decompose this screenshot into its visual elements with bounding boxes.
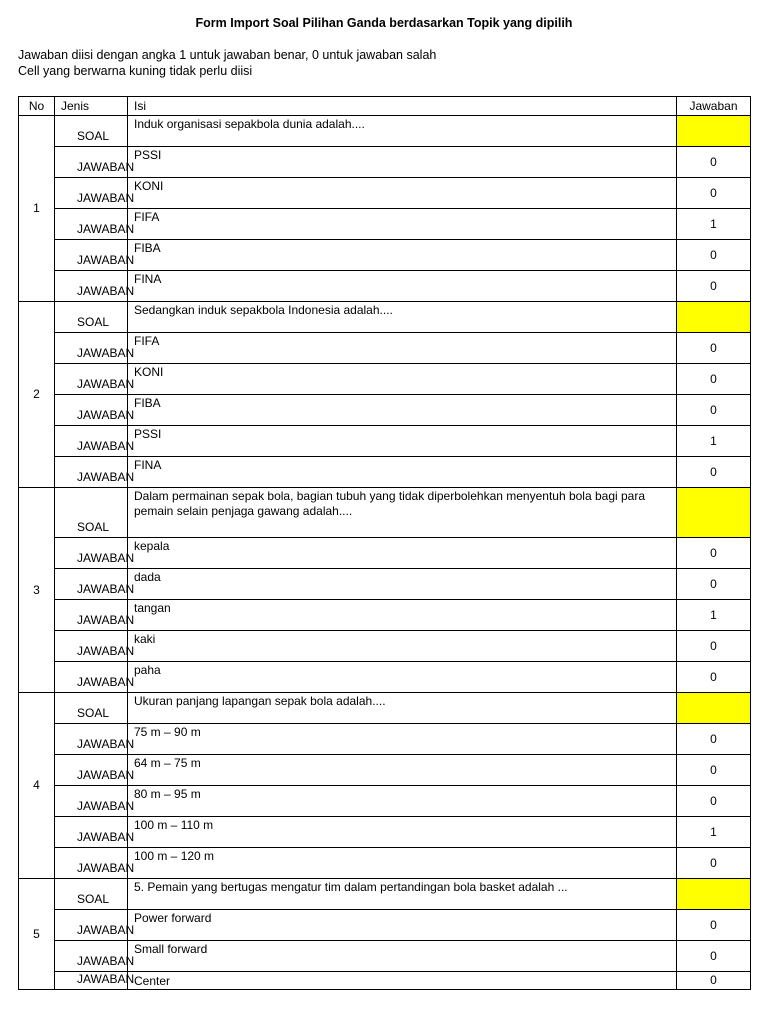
- answer-option-text[interactable]: 75 m – 90 m: [128, 724, 677, 755]
- answer-value-cell[interactable]: 1: [677, 209, 751, 240]
- jenis-label: SOAL: [77, 892, 110, 906]
- answer-row: [19, 848, 751, 879]
- answer-value-cell[interactable]: 0: [677, 662, 751, 693]
- jenis-cell: [55, 848, 135, 879]
- jenis-cell: [55, 879, 128, 910]
- question-row: [19, 302, 751, 333]
- jenis-label: SOAL: [77, 315, 110, 329]
- answer-option-text[interactable]: dada: [128, 569, 677, 600]
- answer-option-text[interactable]: Center: [128, 972, 677, 990]
- question-row: [19, 693, 751, 724]
- answer-row: [19, 755, 751, 786]
- question-text[interactable]: Sedangkan induk sepakbola Indonesia adalah....: [128, 302, 677, 333]
- jenis-label: JAWABAN: [77, 799, 135, 813]
- jenis-label: SOAL: [77, 706, 110, 720]
- answer-row: [19, 240, 751, 271]
- answer-cell-disabled: [677, 488, 751, 538]
- answer-value-cell[interactable]: 0: [677, 240, 751, 271]
- jenis-cell: [55, 817, 135, 848]
- jenis-cell: [55, 662, 135, 693]
- answer-cell-disabled: [677, 116, 751, 147]
- jenis-cell: [55, 538, 135, 569]
- jenis-label: SOAL: [77, 129, 110, 143]
- jenis-cell: [55, 457, 135, 488]
- jenis-cell: [55, 941, 135, 972]
- answer-option-text[interactable]: 100 m – 110 m: [128, 817, 677, 848]
- jenis-label: JAWABAN: [77, 470, 135, 484]
- answer-value-cell[interactable]: 0: [677, 364, 751, 395]
- jenis-label: JAWABAN: [77, 582, 135, 596]
- question-number: 2: [19, 302, 55, 488]
- answer-value-cell[interactable]: 0: [677, 147, 751, 178]
- answer-value-cell[interactable]: 0: [677, 457, 751, 488]
- answer-value-cell[interactable]: 0: [677, 631, 751, 662]
- answer-value-cell[interactable]: 0: [677, 569, 751, 600]
- jenis-cell: [55, 600, 135, 631]
- jenis-cell: [55, 364, 135, 395]
- jenis-cell: [55, 271, 135, 302]
- jenis-label: JAWABAN: [77, 408, 135, 422]
- table-header-row: [19, 97, 751, 116]
- answer-value-cell[interactable]: 0: [677, 910, 751, 941]
- question-text[interactable]: Ukuran panjang lapangan sepak bola adalah....: [128, 693, 677, 724]
- answer-option-text[interactable]: FIBA: [128, 395, 677, 426]
- answer-value-cell[interactable]: 0: [677, 271, 751, 302]
- jenis-label: JAWABAN: [77, 377, 135, 391]
- question-text[interactable]: Induk organisasi sepakbola dunia adalah....: [128, 116, 677, 147]
- answer-option-text[interactable]: Small forward: [128, 941, 677, 972]
- jenis-label: JAWABAN: [77, 737, 135, 751]
- jenis-label: JAWABAN: [77, 923, 135, 937]
- answer-row: [19, 786, 751, 817]
- header-isi: Isi: [128, 97, 677, 116]
- jenis-cell: [55, 240, 135, 271]
- jenis-label: JAWABAN: [77, 284, 135, 298]
- answer-value-cell[interactable]: 0: [677, 941, 751, 972]
- answer-row: [19, 972, 751, 990]
- jenis-label: JAWABAN: [77, 972, 135, 986]
- answer-value-cell[interactable]: 1: [677, 600, 751, 631]
- question-table: [18, 96, 751, 990]
- jenis-cell: [55, 116, 128, 147]
- jenis-label: JAWABAN: [77, 644, 135, 658]
- jenis-cell: [55, 631, 135, 662]
- jenis-cell: [55, 395, 135, 426]
- answer-row: [19, 941, 751, 972]
- answer-option-text[interactable]: FIFA: [128, 333, 677, 364]
- header-jenis: Jenis: [55, 97, 128, 116]
- jenis-cell: [55, 302, 128, 333]
- answer-option-text[interactable]: PSSI: [128, 426, 677, 457]
- answer-cell-disabled: [677, 879, 751, 910]
- answer-value-cell[interactable]: 0: [677, 786, 751, 817]
- answer-row: [19, 457, 751, 488]
- jenis-cell: [55, 693, 128, 724]
- jenis-label: JAWABAN: [77, 954, 135, 968]
- answer-value-cell[interactable]: 0: [677, 178, 751, 209]
- answer-value-cell[interactable]: 1: [677, 817, 751, 848]
- answer-row: [19, 178, 751, 209]
- answer-value-cell[interactable]: 0: [677, 755, 751, 786]
- answer-row: [19, 910, 751, 941]
- answer-row: [19, 724, 751, 755]
- jenis-label: JAWABAN: [77, 551, 135, 565]
- answer-value-cell[interactable]: 0: [677, 395, 751, 426]
- answer-value-cell[interactable]: 0: [677, 848, 751, 879]
- jenis-cell: [55, 178, 135, 209]
- answer-option-text[interactable]: FINA: [128, 271, 677, 302]
- question-row: [19, 116, 751, 147]
- jenis-label: JAWABAN: [77, 613, 135, 627]
- jenis-cell: [55, 333, 135, 364]
- answer-option-text[interactable]: FIBA: [128, 240, 677, 271]
- question-text[interactable]: 5. Pemain yang bertugas mengatur tim dalam pertandingan bola basket adalah ...: [128, 879, 677, 910]
- answer-option-text[interactable]: kepala: [128, 538, 677, 569]
- question-number: 4: [19, 693, 55, 879]
- answer-row: [19, 333, 751, 364]
- jenis-cell: [55, 147, 135, 178]
- jenis-label: JAWABAN: [77, 675, 135, 689]
- jenis-label: JAWABAN: [77, 439, 135, 453]
- answer-row: [19, 569, 751, 600]
- jenis-label: JAWABAN: [77, 861, 135, 875]
- answer-value-cell[interactable]: 1: [677, 426, 751, 457]
- jenis-label: JAWABAN: [77, 191, 135, 205]
- jenis-cell: [55, 724, 135, 755]
- header-no: No: [19, 97, 55, 116]
- question-number: 3: [19, 488, 55, 693]
- jenis-label: JAWABAN: [77, 830, 135, 844]
- answer-row: [19, 426, 751, 457]
- answer-option-text[interactable]: paha: [128, 662, 677, 693]
- answer-option-text[interactable]: tangan: [128, 600, 677, 631]
- jenis-cell: [55, 426, 135, 457]
- jenis-label: JAWABAN: [77, 160, 135, 174]
- answer-row: [19, 271, 751, 302]
- answer-option-text[interactable]: 80 m – 95 m: [128, 786, 677, 817]
- answer-row: [19, 538, 751, 569]
- jenis-label: JAWABAN: [77, 253, 135, 267]
- jenis-label: JAWABAN: [77, 768, 135, 782]
- answer-option-text[interactable]: Power forward: [128, 910, 677, 941]
- question-text[interactable]: Dalam permainan sepak bola, bagian tubuh yang tidak diperbolehkan menyentuh bola bagi para pemain selain penjaga gawang adalah....: [128, 488, 677, 538]
- jenis-label: JAWABAN: [77, 346, 135, 360]
- answer-option-text[interactable]: FIFA: [128, 209, 677, 240]
- answer-cell-disabled: [677, 693, 751, 724]
- answer-row: [19, 395, 751, 426]
- answer-value-cell[interactable]: 0: [677, 333, 751, 364]
- jenis-label: SOAL: [77, 520, 110, 534]
- question-row: [19, 879, 751, 910]
- answer-row: [19, 209, 751, 240]
- page-title: Form Import Soal Pilihan Ganda berdasarkan Topik yang dipilih: [195, 16, 573, 30]
- jenis-cell: [55, 972, 135, 990]
- answer-option-text[interactable]: KONI: [128, 364, 677, 395]
- jenis-cell: [55, 755, 135, 786]
- answer-option-text[interactable]: 64 m – 75 m: [128, 755, 677, 786]
- question-number: 1: [19, 116, 55, 302]
- answer-option-text[interactable]: kaki: [128, 631, 677, 662]
- question-number: 5: [19, 879, 55, 990]
- instruction-line: Jawaban diisi dengan angka 1 untuk jawaban benar, 0 untuk jawaban salah: [18, 48, 437, 62]
- answer-value-cell[interactable]: 0: [677, 724, 751, 755]
- answer-row: [19, 364, 751, 395]
- header-jawaban: Jawaban: [677, 97, 751, 116]
- answer-cell-disabled: [677, 302, 751, 333]
- jenis-label: JAWABAN: [77, 222, 135, 236]
- question-row: [19, 488, 751, 538]
- answer-row: [19, 147, 751, 178]
- answer-option-text[interactable]: 100 m – 120 m: [128, 848, 677, 879]
- jenis-cell: [55, 488, 128, 538]
- instruction-line: Cell yang berwarna kuning tidak perlu diisi: [18, 64, 253, 78]
- answer-value-cell[interactable]: 0: [677, 538, 751, 569]
- answer-row: [19, 817, 751, 848]
- jenis-cell: [55, 569, 135, 600]
- answer-option-text[interactable]: PSSI: [128, 147, 677, 178]
- answer-row: [19, 631, 751, 662]
- jenis-cell: [55, 209, 135, 240]
- jenis-cell: [55, 910, 135, 941]
- answer-option-text[interactable]: KONI: [128, 178, 677, 209]
- answer-option-text[interactable]: FINA: [128, 457, 677, 488]
- answer-row: [19, 662, 751, 693]
- answer-value-cell[interactable]: 0: [677, 972, 751, 990]
- answer-row: [19, 600, 751, 631]
- jenis-cell: [55, 786, 135, 817]
